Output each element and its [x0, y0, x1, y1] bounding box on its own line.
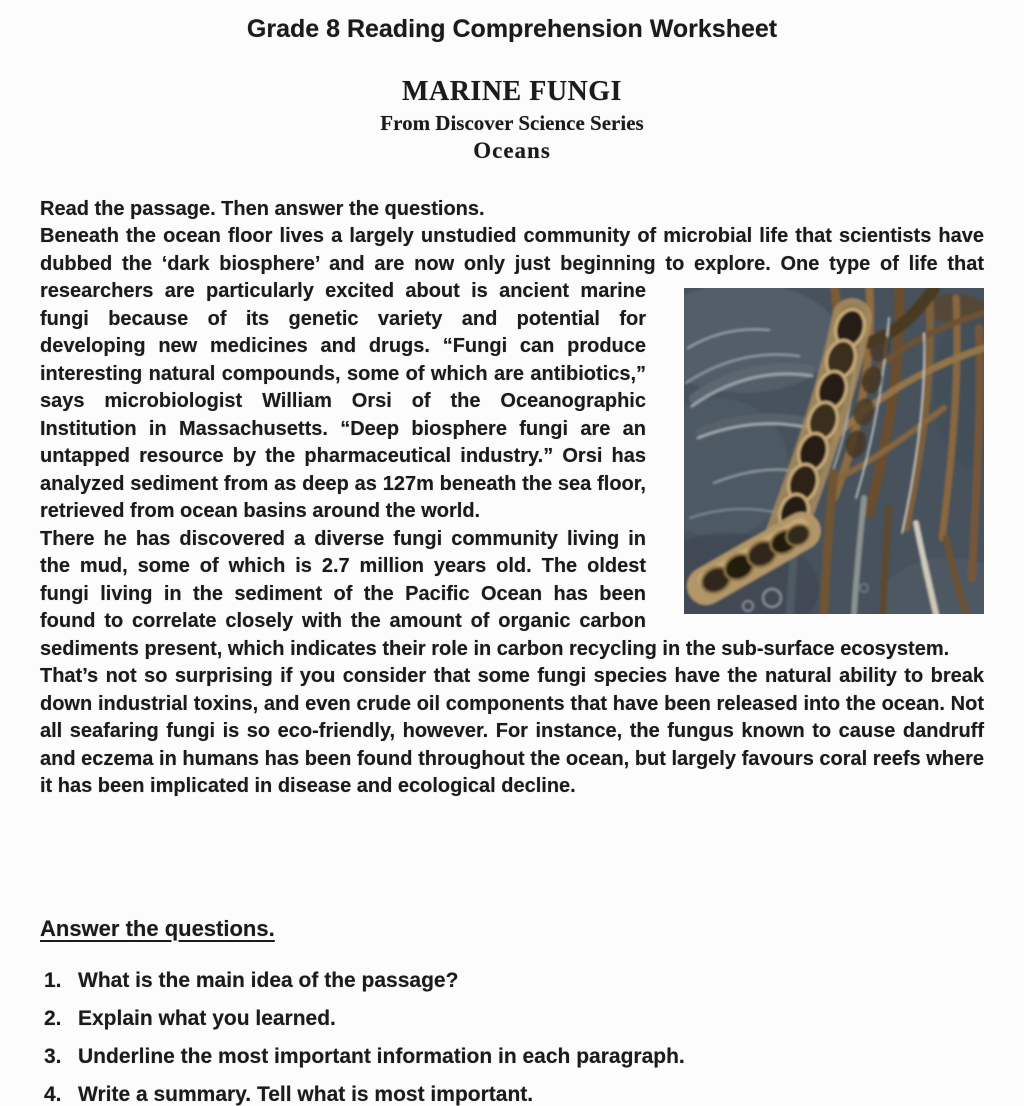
question-item-2: [44, 1007, 984, 1030]
source-book-title: Oceans: [473, 138, 551, 163]
passage-paragraph-2: There he has discovered a diverse fungi community living in the mud, some of which is 2.7 million years old. The oldest fungi living in the sediment of the Pacific Ocean has been found to correlate closely with the amount of organic carbon sediments present, which indicates their role in carbon recycling in the sub-surface ecosystem.: [40, 527, 950, 660]
question-number: 3.: [44, 1045, 62, 1068]
question-number: 1.: [44, 969, 62, 992]
question-text: Write a summary. Tell what is most important.: [78, 1083, 534, 1106]
question-number: 4.: [44, 1083, 62, 1106]
question-list: [44, 969, 984, 1106]
question-item-3: [44, 1045, 984, 1068]
instructions-line: Read the passage. Then answer the questions.: [40, 198, 485, 220]
passage-section: [40, 196, 984, 801]
question-text: What is the main idea of the passage?: [78, 969, 459, 992]
answers-heading: Answer the questions.: [40, 916, 275, 941]
passage-paragraph-1: [40, 223, 984, 526]
passage-paragraph-1-wrap: marine fungi because of its genetic variety and potential for developing new medicines and drugs. “Fungi can produce interesting natural compounds, some of which are antibiotics,” says microbiologist William Orsi of the Oceanographic Institution in Massachusetts. “Deep biosphere fungi are an untapped resource by the pharmaceutical industry.” Orsi has analyzed sediment from as deep as 127m beneath the sea floor, retrieved from ocean basins around the world.: [40, 280, 646, 522]
question-number: 2.: [44, 1007, 62, 1030]
question-text: Explain what you learned.: [78, 1007, 336, 1030]
passage-paragraph-1-intro: Beneath the ocean floor lives a largely unstudied community of microbial life that scientists have dubbed the ‘dark biosphere’ and are now only just beginning to explore. One type of life that researchers are particularly excited about is ancient: [40, 225, 984, 302]
passage-text: [40, 223, 984, 801]
source-series-line: From Discover Science Series: [380, 111, 644, 135]
answer-section: [40, 916, 984, 1106]
passage-title: MARINE FUNGI: [402, 76, 622, 107]
worksheet-title: Grade 8 Reading Comprehension Worksheet: [246, 15, 778, 43]
question-item-1: [44, 969, 984, 992]
passage-paragraph-3: That’s not so surprising if you consider that some fungi species have the natural ability to break down industrial toxins, and even crude oil components that have been released into the ocean. Not all seafaring fungi is so eco-friendly, however. For instance, the fungus known to cause dandruff and eczema in humans has been found throughout the ocean, but largely favours coral reefs where it has been implicated in disease and ecological decline.: [40, 665, 984, 797]
question-item-4: [44, 1083, 984, 1106]
worksheet-header: [0, 14, 1024, 164]
marine-fungi-micrograph-image: [684, 288, 984, 614]
question-text: Underline the most important information in each paragraph.: [78, 1045, 685, 1068]
